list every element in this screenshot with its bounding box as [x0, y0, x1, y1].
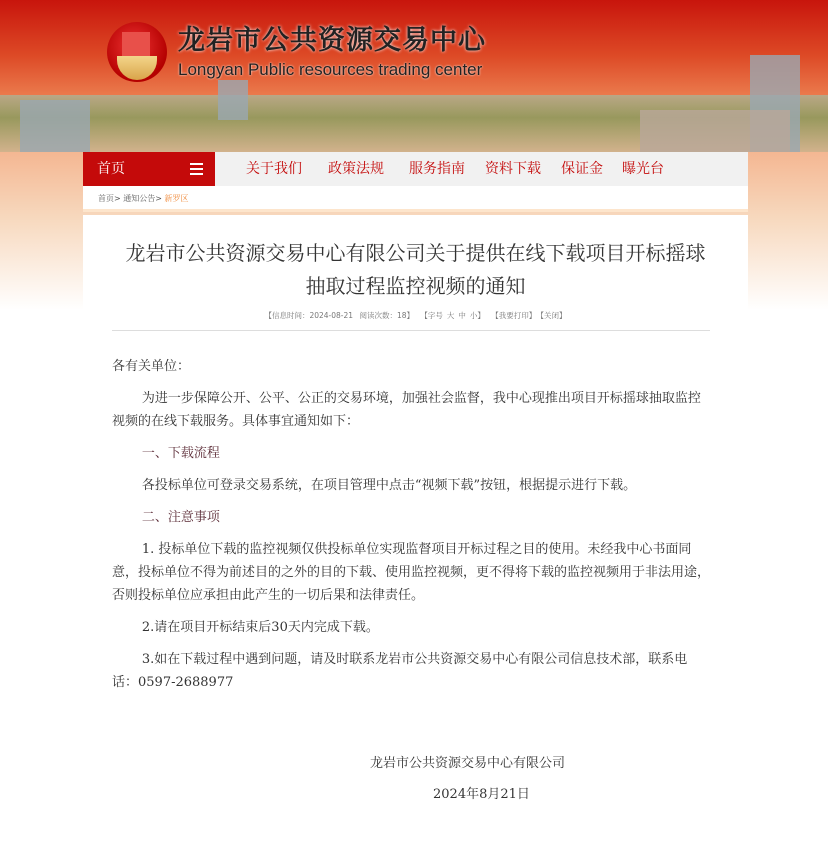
nav-about[interactable]: 关于我们 — [246, 161, 302, 177]
breadcrumb-notices[interactable]: 通知公告> — [123, 194, 162, 203]
site-titles — [178, 26, 486, 80]
close-button[interactable]: 【关闭】 — [540, 311, 567, 320]
greeting: 各有关单位： — [112, 359, 191, 374]
print-button[interactable]: 【我要打印】 — [491, 311, 537, 320]
menu-icon[interactable] — [190, 163, 203, 175]
section-heading: 一、下载流程 — [141, 446, 220, 461]
nav-home[interactable] — [83, 152, 215, 186]
nav-exposure[interactable]: 曝光台 — [622, 161, 664, 177]
building — [20, 100, 90, 152]
section-heading: 二、注意事项 — [141, 510, 220, 525]
font-medium-button[interactable]: 中 — [458, 311, 466, 320]
nav-downloads[interactable]: 资料下载 — [485, 161, 541, 177]
breadcrumb-home[interactable]: 首页> — [98, 194, 121, 203]
paragraph: 各投标单位可登录交易系统，在项目管理中点击“视频下载”按钮，根据提示进行下载。 — [141, 478, 637, 493]
article-meta — [83, 310, 748, 322]
article — [83, 215, 748, 857]
paragraph: 1. 投标单位下载的监控视频仅供投标单位实现监督项目开标过程之目的使用。未经我中心书面同意，投标单位不得为前述目的之外的目的下载、使用监控视频，更不得将下载的监控视频用于非法用途，否则投标单位应承担由此产生的一切后果和法律责任。 — [112, 542, 711, 603]
signature-date: 2024年8月21日 — [433, 787, 530, 802]
publish-time: 【信息时间：2024-08-21 — [264, 311, 354, 320]
building — [218, 80, 248, 120]
site-title-cn: 龙岩市公共资源交易中心 — [178, 25, 486, 56]
view-count: 阅读次数：18】 — [359, 311, 414, 320]
nav-guide[interactable]: 服务指南 — [409, 161, 465, 177]
font-size-label: 【字号 — [420, 311, 443, 320]
intro-paragraph: 为进一步保障公开、公平、公正的交易环境，加强社会监督，我中心现推出项目开标摇球抽取监控视频的在线下载服务。具体事宜通知如下： — [112, 391, 701, 429]
font-small-button[interactable]: 小】 — [469, 311, 485, 320]
statue-base — [640, 110, 790, 152]
main-nav — [83, 152, 748, 186]
article-body — [112, 355, 712, 806]
site-title-en: Longyan Public resources trading center — [178, 60, 483, 79]
logo-icon — [107, 22, 167, 82]
breadcrumb — [83, 186, 748, 212]
article-title — [83, 237, 748, 303]
title-line: 抽取过程监控视频的通知 — [305, 274, 526, 298]
nav-deposit[interactable]: 保证金 — [561, 161, 603, 177]
paragraph: 2.请在项目开标结束后30天内完成下载。 — [141, 620, 379, 635]
nav-home-label: 首页 — [97, 161, 125, 177]
nav-policy[interactable]: 政策法规 — [328, 161, 384, 177]
paragraph: 3.如在下载过程中遇到问题，请及时联系龙岩市公共资源交易中心有限公司信息技术部，联系电话：0597-2688977 — [112, 652, 688, 690]
title-line: 龙岩市公共资源交易中心有限公司关于提供在线下载项目开标摇球 — [125, 241, 706, 265]
breadcrumb-current[interactable]: 新罗区 — [164, 194, 189, 203]
divider — [112, 330, 710, 331]
font-large-button[interactable]: 大 — [446, 311, 455, 320]
signature: 龙岩市公共资源交易中心有限公司 — [370, 756, 566, 771]
